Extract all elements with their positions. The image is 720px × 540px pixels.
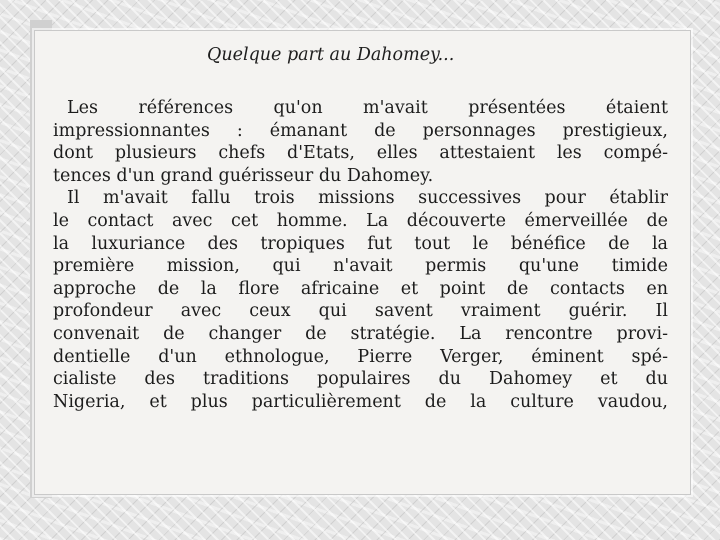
text-line: première mission, qui n'avait permis qu'une timide	[53, 256, 668, 277]
text-line: dont plusieurs chefs d'Etats, elles attestaient les compé-	[53, 143, 668, 164]
text-line: Les références qu'on m'avait présentées étaient	[67, 98, 668, 118]
text-line: convenait de changer de stratégie. La rencontre provi-	[53, 323, 668, 344]
text-line: Il m'avait fallu trois missions successives pour établir	[67, 188, 668, 209]
text-line: Nigeria, et plus particulièrement de la culture vaudou,	[53, 391, 668, 412]
text-line: impressionnantes : émanant de personnages prestigieux,	[53, 120, 668, 141]
text-line: le contact avec cet homme. La découverte émerveillée de	[53, 210, 668, 231]
text-line: dentielle d'un ethnologue, Pierre Verger, éminent spé-	[53, 346, 668, 367]
text-line: approche de la flore africaine et point de contacts en	[53, 278, 668, 299]
text-line: tences d'un grand guérisseur du Dahomey.	[53, 165, 434, 186]
paragraph-2	[53, 187, 668, 413]
text-line: cialiste des traditions populaires du Dahomey et du	[53, 369, 668, 390]
text-line: la luxuriance des tropiques fut tout le bénéfice de la	[53, 233, 668, 254]
body-text	[53, 97, 668, 413]
text-line: profondeur avec ceux qui savent vraiment guérir. Il	[53, 301, 668, 322]
scanned-book-page	[34, 30, 691, 495]
paragraph-1	[53, 97, 668, 187]
section-heading: Quelque part au Dahomey...	[207, 45, 455, 65]
